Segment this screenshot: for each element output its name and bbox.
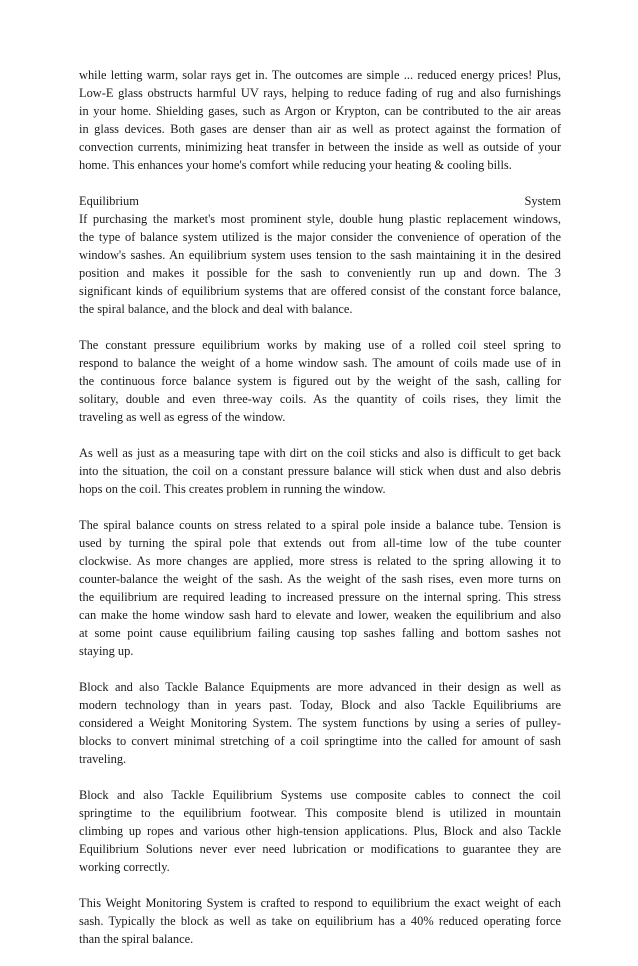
text-line: Low-E glass obstructs harmful UV rays, helping to reduce fading of rug and also furnishings (79, 86, 561, 100)
text-line: This Weight Monitoring System is crafted to respond to equilibrium the exact weight of each (79, 896, 561, 910)
text-line: blocks to convert minimal stretching of a coil springtime into the called for amount of sash (79, 734, 561, 748)
text-line: staying up. (79, 644, 134, 658)
text-line: at some point cause equilibrium failing causing top sashes falling and bottom sashes not (79, 626, 561, 640)
text-line: while letting warm, solar rays get in. The outcomes are simple ... reduced energy prices! Plus, (79, 68, 561, 82)
text-line: Block and also Tackle Balance Equipments are more advanced in their design as well as (79, 680, 561, 694)
text-line: position and makes it possible for the sash to conveniently run up and down. The 3 (79, 266, 561, 280)
text-line: respond to balance the weight of a home window sash. The amount of coils made use of in (79, 356, 561, 370)
paragraph (79, 66, 561, 174)
text-line: hops on the coil. This creates problem in running the window. (79, 482, 386, 496)
paragraph (79, 894, 561, 948)
text-line: used by turning the spiral pole that extends out from all-time low of the tube counter (79, 536, 561, 550)
text-line: springtime to the equilibrium footwear. This composite blend is utilized in mountain (79, 806, 561, 820)
text-line: than the spiral balance. (79, 932, 194, 946)
text-line: clockwise. As more changes are applied, more stress is related to the spring allowing it to (79, 554, 561, 568)
text-line: traveling as well as egress of the window. (79, 410, 286, 424)
paragraph (79, 786, 561, 876)
text-line: modern technology than in years past. Today, Block and also Tackle Equilibriums are (79, 698, 561, 712)
text-line: The spiral balance counts on stress related to a spiral pole inside a balance tube. Tension is (79, 518, 561, 532)
text-line: home. This enhances your home's comfort while reducing your heating & cooling bills. (79, 158, 512, 172)
text-line: working correctly. (79, 860, 170, 874)
paragraph (79, 516, 561, 660)
text-line: The constant pressure equilibrium works by making use of a rolled coil steel spring to (79, 338, 561, 352)
text-line: the spiral balance, and the block and deal with balance. (79, 302, 353, 316)
text-line: climbing up ropes and various other high-tension applications. Plus, Block and also Tackle (79, 824, 561, 838)
text-line: traveling. (79, 752, 127, 766)
paragraph (79, 192, 561, 318)
text-line: As well as just as a measuring tape with dirt on the coil sticks and also is difficult to get back (79, 446, 561, 460)
text-line: can make the home window sash hard to elevate and lower, weaken the equilibrium and also (79, 608, 561, 622)
text-line: counter-balance the weight of the sash. As the weight of the sash rises, even more turns on (79, 572, 561, 586)
text-line: convection currents, minimizing heat transfer in between the inside as well as outside of your (79, 140, 561, 154)
text-line: into the situation, the coil on a constant pressure balance will stick when dust and also debris (79, 464, 561, 478)
text-line: the type of balance system utilized is the major consider the convenience of operation of the (79, 230, 561, 244)
text-line: Block and also Tackle Equilibrium Systems use composite cables to connect the coil (79, 788, 561, 802)
paragraph (79, 336, 561, 426)
text-line: solitary, double and even three-way coils. As the quantity of coils rises, they limit the (79, 392, 561, 406)
document-body (79, 66, 561, 966)
text-line: the equilibrium are required leading to increased pressure on the internal spring. This stress (79, 590, 561, 604)
text-line: If purchasing the market's most prominent style, double hung plastic replacement windows, (79, 212, 561, 226)
section-heading: Equilibrium System (79, 194, 561, 208)
text-line: window's sashes. An equilibrium system uses tension to the sash maintaining it in the desired (79, 248, 561, 262)
paragraph (79, 678, 561, 768)
text-line: in glass devices. Both gases are denser than air as well as protect against the formation of (79, 122, 561, 136)
text-line: considered a Weight Monitoring System. The system functions by using a series of pulley- (79, 716, 561, 730)
paragraph (79, 444, 561, 498)
text-line: the continuous force balance system is figured out by the weight of the sash, calling for (79, 374, 561, 388)
text-line: sash. Typically the block as well as take on equilibrium has a 40% reduced operating force (79, 914, 561, 928)
text-line: in your home. Shielding gases, such as Argon or Krypton, can be contributed to the air areas (79, 104, 561, 118)
text-line: significant kinds of equilibrium systems that are offered consist of the constant force balance, (79, 284, 561, 298)
text-line: Equilibrium Solutions never ever need lubrication or modifications to guarantee they are (79, 842, 561, 856)
